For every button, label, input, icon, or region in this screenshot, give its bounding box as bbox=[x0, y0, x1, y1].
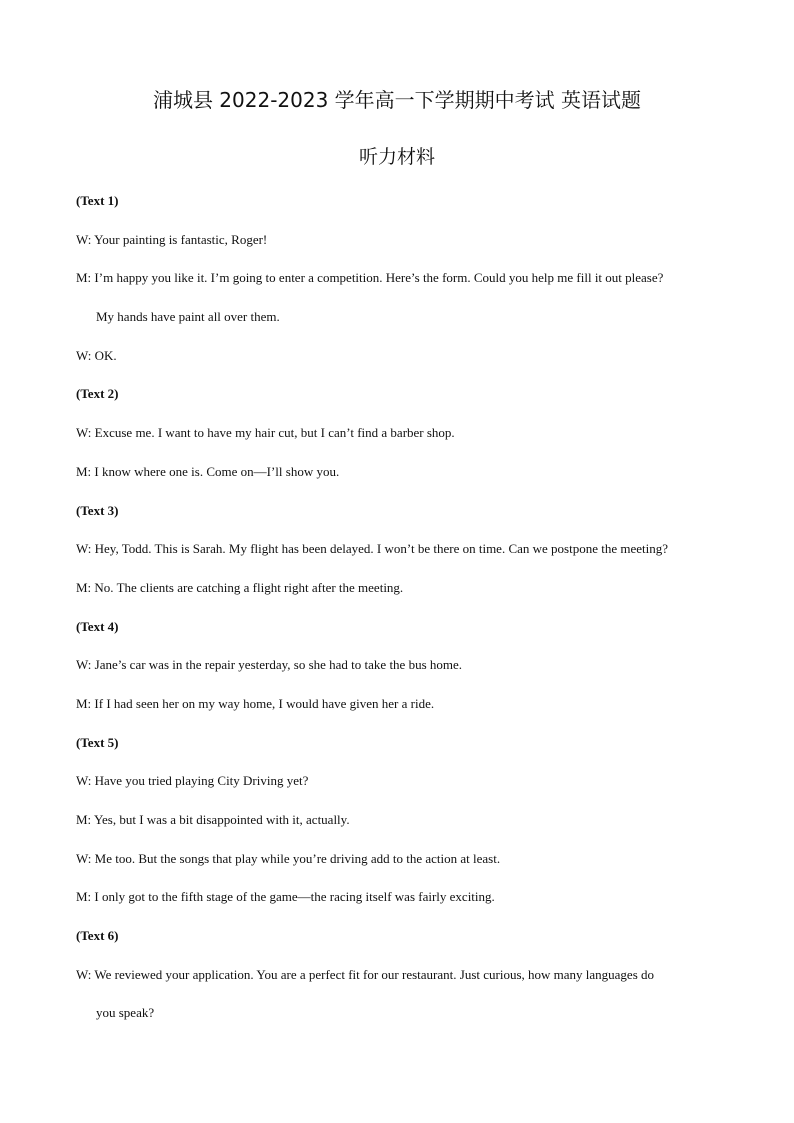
transcript-line: W: We reviewed your application. You are a perfect fit for our restaurant. Just curious, how many languages do bbox=[76, 966, 655, 982]
document-subtitle: 听力材料 bbox=[358, 146, 435, 168]
section-heading: (Text 6) bbox=[76, 928, 119, 944]
transcript-line: My hands have paint all over them. bbox=[96, 309, 280, 325]
transcript-line: you speak? bbox=[96, 1005, 155, 1021]
section-heading: (Text 5) bbox=[76, 734, 119, 750]
transcript-line: M: I only got to the fifth stage of the game—the racing itself was fairly exciting. bbox=[76, 889, 495, 905]
section-heading: (Text 4) bbox=[76, 618, 119, 634]
transcript-line: W: Me too. But the songs that play while you’re driving add to the action at least. bbox=[76, 850, 501, 866]
section-heading: (Text 1) bbox=[76, 193, 119, 208]
transcript-line: W: Have you tried playing City Driving yet? bbox=[76, 773, 309, 789]
section-heading: (Text 3) bbox=[76, 502, 119, 518]
transcript-line: M: If I had seen her on my way home, I would have given her a ride. bbox=[76, 695, 435, 711]
transcript-line: W: Hey, Todd. This is Sarah. My flight has been delayed. I won’t be there on time. Can we postpone the meeting? bbox=[76, 541, 669, 557]
transcript-line: W: Excuse me. I want to have my hair cut, but I can’t find a barber shop. bbox=[76, 425, 455, 441]
transcript-line: W: OK. bbox=[76, 347, 117, 363]
transcript-line: M: Yes, but I was a bit disappointed with it, actually. bbox=[76, 812, 350, 827]
transcript-line: M: No. The clients are catching a flight right after the meeting. bbox=[76, 579, 404, 595]
section-heading: (Text 2) bbox=[76, 386, 119, 402]
transcript-line: W: Jane’s car was in the repair yesterday, so she had to take the bus home. bbox=[76, 657, 463, 673]
transcript-line: M: I know where one is. Come on—I’ll show you. bbox=[76, 463, 340, 479]
transcript-line: M: I’m happy you like it. I’m going to enter a competition. Here’s the form. Could you help me fill it out please? bbox=[76, 270, 664, 286]
transcript-body bbox=[76, 192, 726, 1043]
document-title: 浦城县 2022-2023 学年高一下学期期中考试 英语试题 bbox=[152, 88, 642, 112]
transcript-line: W: Your painting is fantastic, Roger! bbox=[76, 231, 268, 247]
